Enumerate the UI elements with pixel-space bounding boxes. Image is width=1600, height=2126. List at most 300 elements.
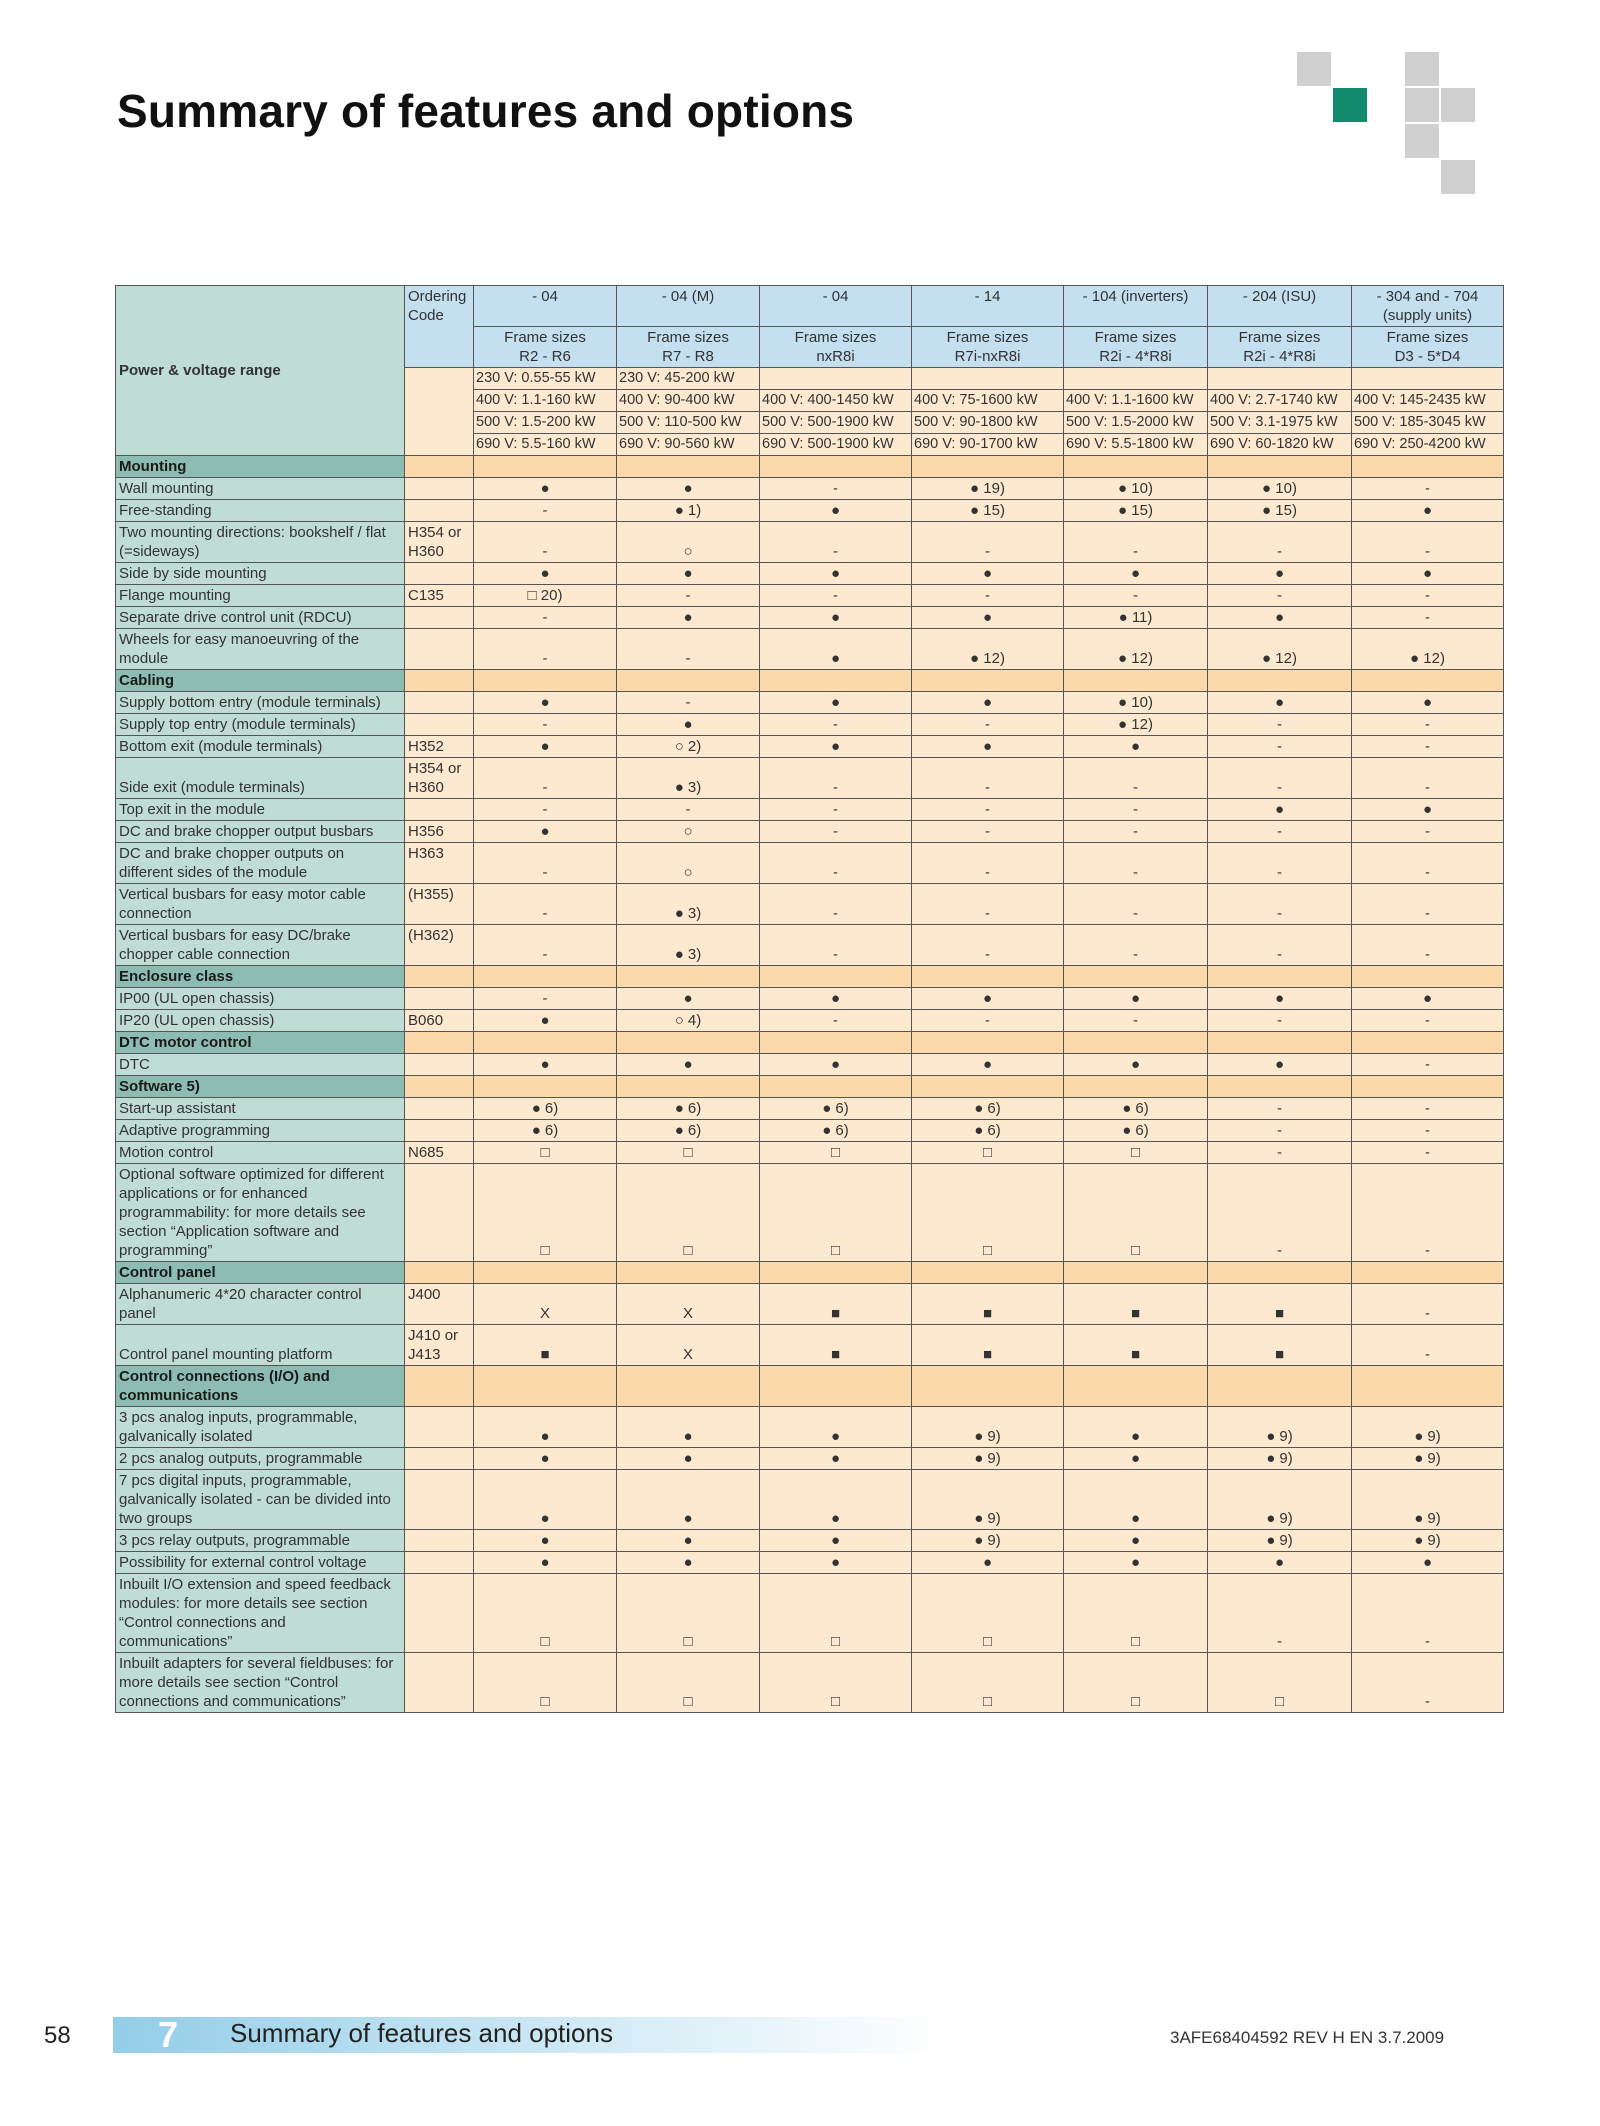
header-row-variants <box>116 286 1504 327</box>
ordering-code: C135 <box>405 585 474 607</box>
feature-value: □ <box>760 1574 912 1653</box>
feature-value: ● <box>1352 500 1504 522</box>
feature-label: Alphanumeric 4*20 character control panel <box>116 1284 405 1325</box>
feature-value: ○ <box>617 522 760 563</box>
feature-label: IP00 (UL open chassis) <box>116 988 405 1010</box>
feature-value: - <box>1208 821 1352 843</box>
power-range-cell: 690 V: 250-4200 kW <box>1352 434 1504 456</box>
feature-value: - <box>912 884 1064 925</box>
feature-value: ● <box>474 1407 617 1448</box>
feature-value: ● 9) <box>1352 1407 1504 1448</box>
feature-value: ● <box>912 563 1064 585</box>
feature-row <box>116 607 1504 629</box>
feature-row <box>116 478 1504 500</box>
feature-value: - <box>760 478 912 500</box>
feature-value: ● 12) <box>912 629 1064 670</box>
category-value-blank <box>617 1262 760 1284</box>
category-code-blank <box>405 670 474 692</box>
feature-value: ● <box>1352 799 1504 821</box>
category-value-blank <box>912 1032 1064 1054</box>
power-range-cell: 230 V: 0.55-55 kW <box>474 368 617 390</box>
feature-row <box>116 1010 1504 1032</box>
ordering-code <box>405 1653 474 1713</box>
feature-value: - <box>1064 884 1208 925</box>
frame-sizes-cell <box>617 327 760 368</box>
feature-value: ● <box>474 563 617 585</box>
feature-value: ■ <box>760 1325 912 1366</box>
ordering-code <box>405 988 474 1010</box>
feature-value: - <box>474 988 617 1010</box>
category-value-blank <box>912 670 1064 692</box>
feature-value: ● 10) <box>1208 478 1352 500</box>
category-value-blank <box>1064 1366 1208 1407</box>
feature-value: ● <box>1064 988 1208 1010</box>
category-value-blank <box>1208 1262 1352 1284</box>
ordering-code <box>405 1530 474 1552</box>
feature-value: ● <box>617 1530 760 1552</box>
ordering-code <box>405 1574 474 1653</box>
feature-value: ● 9) <box>1208 1407 1352 1448</box>
feature-value: ● <box>760 607 912 629</box>
feature-value: - <box>1064 843 1208 884</box>
feature-value: ● <box>1064 1552 1208 1574</box>
feature-label: Free-standing <box>116 500 405 522</box>
frame-sizes-label: Frame sizes <box>1238 329 1321 346</box>
feature-value: ● <box>760 563 912 585</box>
features-table <box>115 285 1504 1713</box>
feature-value: ● 9) <box>912 1448 1064 1470</box>
feature-value: - <box>474 522 617 563</box>
feature-value: - <box>760 714 912 736</box>
feature-value: ● <box>617 1470 760 1530</box>
feature-row <box>116 500 1504 522</box>
feature-row <box>116 988 1504 1010</box>
feature-value: ● <box>1064 1054 1208 1076</box>
category-value-blank <box>1064 456 1208 478</box>
ordering-code <box>405 478 474 500</box>
feature-value: ● 6) <box>1064 1120 1208 1142</box>
category-row <box>116 966 1504 988</box>
feature-label: Vertical busbars for easy DC/brake chopper cable connection <box>116 925 405 966</box>
feature-row <box>116 563 1504 585</box>
feature-value: - <box>1208 884 1352 925</box>
power-range-cell: 400 V: 400-1450 kW <box>760 390 912 412</box>
ordering-code <box>405 629 474 670</box>
feature-label: Flange mounting <box>116 585 405 607</box>
ordering-code <box>405 1552 474 1574</box>
feature-value: ● <box>912 692 1064 714</box>
category-value-blank <box>1352 1076 1504 1098</box>
feature-value: - <box>1352 736 1504 758</box>
feature-value: - <box>1064 1010 1208 1032</box>
category-value-blank <box>760 966 912 988</box>
category-label: DTC motor control <box>116 1032 405 1054</box>
feature-value: - <box>1208 736 1352 758</box>
feature-value: ● 9) <box>1208 1530 1352 1552</box>
feature-row <box>116 629 1504 670</box>
category-value-blank <box>1208 966 1352 988</box>
feature-row <box>116 1530 1504 1552</box>
category-code-blank <box>405 1032 474 1054</box>
feature-value: □ <box>1064 1164 1208 1262</box>
category-value-blank <box>1352 1032 1504 1054</box>
feature-label: Side exit (module terminals) <box>116 758 405 799</box>
feature-value: ● <box>474 1470 617 1530</box>
feature-value: ● <box>617 1407 760 1448</box>
feature-value: □ <box>1064 1142 1208 1164</box>
ordering-code <box>405 1098 474 1120</box>
feature-row <box>116 692 1504 714</box>
feature-value: ● 19) <box>912 478 1064 500</box>
feature-value: □ <box>617 1164 760 1262</box>
feature-row <box>116 758 1504 799</box>
feature-value: □ <box>760 1164 912 1262</box>
category-value-blank <box>1352 670 1504 692</box>
category-value-blank <box>760 1076 912 1098</box>
ordering-code: H352 <box>405 736 474 758</box>
feature-value: ■ <box>1064 1325 1208 1366</box>
frame-sizes-cell <box>760 327 912 368</box>
feature-value: □ <box>1208 1653 1352 1713</box>
feature-label: Separate drive control unit (RDCU) <box>116 607 405 629</box>
category-value-blank <box>760 1366 912 1407</box>
feature-value: ● 9) <box>1208 1470 1352 1530</box>
category-value-blank <box>1208 1032 1352 1054</box>
category-value-blank <box>1064 1262 1208 1284</box>
power-range-cell: 500 V: 1.5-200 kW <box>474 412 617 434</box>
feature-value: - <box>1352 1284 1504 1325</box>
feature-value: - <box>760 884 912 925</box>
feature-value: - <box>760 799 912 821</box>
feature-value: ● 10) <box>1064 478 1208 500</box>
category-row <box>116 1366 1504 1407</box>
ordering-code <box>405 1054 474 1076</box>
feature-value: ● 12) <box>1208 629 1352 670</box>
power-range-cell: 400 V: 1.1-1600 kW <box>1064 390 1208 412</box>
power-range-cell <box>760 368 912 390</box>
feature-value: ● 9) <box>1352 1470 1504 1530</box>
feature-value: ● 12) <box>1352 629 1504 670</box>
frame-sizes-label: Frame sizes <box>504 329 586 346</box>
feature-value: ● <box>912 736 1064 758</box>
power-range-cell: 500 V: 500-1900 kW <box>760 412 912 434</box>
feature-value: - <box>1352 585 1504 607</box>
power-range-cell: 500 V: 1.5-2000 kW <box>1064 412 1208 434</box>
category-row <box>116 1076 1504 1098</box>
category-value-blank <box>1352 456 1504 478</box>
feature-label: DC and brake chopper output busbars <box>116 821 405 843</box>
feature-value: - <box>1208 1574 1352 1653</box>
feature-value: □ 20) <box>474 585 617 607</box>
category-row <box>116 1262 1504 1284</box>
feature-value: ● <box>474 478 617 500</box>
feature-value: ■ <box>912 1284 1064 1325</box>
feature-value: ● <box>912 1054 1064 1076</box>
feature-value: ● 6) <box>760 1098 912 1120</box>
power-range-cell: 690 V: 90-560 kW <box>617 434 760 456</box>
category-value-blank <box>474 670 617 692</box>
frame-sizes-label: Frame sizes <box>794 329 877 346</box>
power-range-cell: 690 V: 5.5-1800 kW <box>1064 434 1208 456</box>
feature-value: - <box>912 799 1064 821</box>
category-value-blank <box>617 1076 760 1098</box>
category-value-blank <box>1208 670 1352 692</box>
feature-label: Motion control <box>116 1142 405 1164</box>
footer-chapter-title: Summary of features and options <box>230 2018 613 2048</box>
feature-value: X <box>617 1325 760 1366</box>
feature-value: - <box>474 925 617 966</box>
feature-value: ● 9) <box>1352 1530 1504 1552</box>
category-value-blank <box>912 1076 1064 1098</box>
feature-value: □ <box>1064 1653 1208 1713</box>
feature-value: ● <box>617 607 760 629</box>
category-value-blank <box>1064 670 1208 692</box>
category-value-blank <box>1064 966 1208 988</box>
feature-value: ○ 2) <box>617 736 760 758</box>
feature-value: □ <box>474 1653 617 1713</box>
feature-value: - <box>1208 1120 1352 1142</box>
feature-value: ● <box>1064 1407 1208 1448</box>
feature-label: 2 pcs analog outputs, programmable <box>116 1448 405 1470</box>
feature-value: - <box>1352 925 1504 966</box>
feature-row <box>116 1142 1504 1164</box>
category-value-blank <box>474 966 617 988</box>
feature-row <box>116 1120 1504 1142</box>
feature-value: - <box>1064 925 1208 966</box>
category-value-blank <box>1352 1262 1504 1284</box>
feature-value: - <box>617 585 760 607</box>
power-range-cell: 400 V: 1.1-160 kW <box>474 390 617 412</box>
feature-label: 3 pcs analog inputs, programmable, galvanically isolated <box>116 1407 405 1448</box>
frame-sizes-value: D3 - 5*D4 <box>1394 348 1461 365</box>
feature-value: □ <box>617 1653 760 1713</box>
page-number: 58 <box>44 2022 71 2049</box>
frame-sizes-label: Frame sizes <box>1094 329 1177 346</box>
feature-value: ■ <box>474 1325 617 1366</box>
feature-label: Wall mounting <box>116 478 405 500</box>
feature-value: - <box>1352 1142 1504 1164</box>
frame-sizes-label: Frame sizes <box>647 329 729 346</box>
feature-value: ● 6) <box>912 1120 1064 1142</box>
brand-squares-logo <box>0 0 1600 220</box>
category-value-blank <box>1352 1366 1504 1407</box>
feature-value: - <box>912 843 1064 884</box>
feature-value: - <box>1352 884 1504 925</box>
power-range-cell <box>1208 368 1352 390</box>
feature-value: ● 6) <box>617 1120 760 1142</box>
category-value-blank <box>474 1262 617 1284</box>
feature-value: - <box>1352 1325 1504 1366</box>
feature-row <box>116 1470 1504 1530</box>
power-range-cell <box>1352 368 1504 390</box>
category-code-blank <box>405 966 474 988</box>
feature-value: - <box>1352 1574 1504 1653</box>
feature-value: - <box>760 925 912 966</box>
feature-value: - <box>1064 758 1208 799</box>
feature-value: ● <box>760 629 912 670</box>
feature-label: Wheels for easy manoeuvring of the module <box>116 629 405 670</box>
feature-value: - <box>474 714 617 736</box>
page-title: Summary of features and options <box>117 85 855 137</box>
feature-value: - <box>617 629 760 670</box>
category-value-blank <box>474 1076 617 1098</box>
feature-value: □ <box>617 1574 760 1653</box>
feature-row <box>116 1098 1504 1120</box>
feature-value: ● <box>474 692 617 714</box>
ordering-code: J410 or J413 <box>405 1325 474 1366</box>
feature-value: ● <box>1352 563 1504 585</box>
feature-value: - <box>1352 1120 1504 1142</box>
category-label: Mounting <box>116 456 405 478</box>
feature-row <box>116 1552 1504 1574</box>
feature-label: DC and brake chopper outputs on different sides of the module <box>116 843 405 884</box>
feature-value: - <box>1064 821 1208 843</box>
category-value-blank <box>474 456 617 478</box>
category-value-blank <box>760 670 912 692</box>
feature-value: ● <box>760 1448 912 1470</box>
feature-value: ● <box>474 1552 617 1574</box>
feature-value: ● <box>760 1470 912 1530</box>
frame-sizes-cell <box>474 327 617 368</box>
feature-value: - <box>474 500 617 522</box>
feature-value: ● 3) <box>617 758 760 799</box>
category-row <box>116 456 1504 478</box>
ordering-code: H354 or H360 <box>405 758 474 799</box>
feature-value: ● <box>760 1054 912 1076</box>
category-value-blank <box>1208 456 1352 478</box>
feature-value: □ <box>474 1164 617 1262</box>
category-value-blank <box>760 456 912 478</box>
category-value-blank <box>474 1366 617 1407</box>
feature-value: ● 15) <box>1064 500 1208 522</box>
feature-value: ● <box>1208 1054 1352 1076</box>
feature-row <box>116 522 1504 563</box>
category-value-blank <box>1064 1032 1208 1054</box>
category-value-blank <box>912 1366 1064 1407</box>
feature-value: □ <box>617 1142 760 1164</box>
category-value-blank <box>760 1262 912 1284</box>
feature-value: ● <box>617 714 760 736</box>
feature-row <box>116 1653 1504 1713</box>
feature-row <box>116 799 1504 821</box>
feature-value: ● 12) <box>1064 714 1208 736</box>
feature-value: - <box>1352 1054 1504 1076</box>
feature-value: - <box>1352 607 1504 629</box>
feature-value: - <box>1208 714 1352 736</box>
variant-name: - 14 <box>912 286 1064 327</box>
power-range-cell: 400 V: 145-2435 kW <box>1352 390 1504 412</box>
feature-row <box>116 714 1504 736</box>
feature-value: ● <box>1208 607 1352 629</box>
feature-value: ● 15) <box>1208 500 1352 522</box>
feature-value: ● <box>474 821 617 843</box>
feature-row <box>116 1054 1504 1076</box>
power-voltage-header: Power & voltage range <box>116 286 405 456</box>
feature-value: - <box>1064 799 1208 821</box>
ordering-code: N685 <box>405 1142 474 1164</box>
feature-value: □ <box>474 1142 617 1164</box>
feature-value: - <box>617 799 760 821</box>
frame-sizes-value: R2i - 4*R8i <box>1099 348 1172 365</box>
power-range-cell: 230 V: 45-200 kW <box>617 368 760 390</box>
feature-value: - <box>1208 925 1352 966</box>
power-range-cell: 400 V: 75-1600 kW <box>912 390 1064 412</box>
ordering-code: H354 or H360 <box>405 522 474 563</box>
feature-value: ● <box>760 1552 912 1574</box>
feature-value: ● <box>912 1552 1064 1574</box>
feature-value: ■ <box>1064 1284 1208 1325</box>
variant-name: - 304 and - 704 (supply units) <box>1352 286 1504 327</box>
feature-label: IP20 (UL open chassis) <box>116 1010 405 1032</box>
feature-value: X <box>474 1284 617 1325</box>
ordering-code-header: Ordering Code <box>405 286 474 368</box>
feature-value: ● <box>912 988 1064 1010</box>
frame-sizes-value: R2i - 4*R8i <box>1243 348 1316 365</box>
chapter-number: 7 <box>158 2014 179 2055</box>
frame-sizes-cell <box>1064 327 1208 368</box>
variant-name: - 204 (ISU) <box>1208 286 1352 327</box>
category-value-blank <box>1064 1076 1208 1098</box>
feature-label: Possibility for external control voltage <box>116 1552 405 1574</box>
feature-label: DTC <box>116 1054 405 1076</box>
feature-value: ● 3) <box>617 884 760 925</box>
feature-value: - <box>912 821 1064 843</box>
frame-sizes-value: R2 - R6 <box>519 348 571 365</box>
feature-label: Bottom exit (module terminals) <box>116 736 405 758</box>
power-range-cell: 690 V: 500-1900 kW <box>760 434 912 456</box>
feature-value: ■ <box>1208 1325 1352 1366</box>
category-value-blank <box>617 1366 760 1407</box>
feature-value: - <box>1352 1010 1504 1032</box>
feature-value: ● <box>1352 988 1504 1010</box>
feature-row <box>116 736 1504 758</box>
feature-row <box>116 1407 1504 1448</box>
feature-row <box>116 925 1504 966</box>
feature-value: ● <box>1208 799 1352 821</box>
category-value-blank <box>912 456 1064 478</box>
feature-value: ● <box>1208 988 1352 1010</box>
feature-value: ● 3) <box>617 925 760 966</box>
feature-value: □ <box>912 1142 1064 1164</box>
feature-value: ● <box>1208 1552 1352 1574</box>
feature-label: Supply bottom entry (module terminals) <box>116 692 405 714</box>
category-label: Software 5) <box>116 1076 405 1098</box>
feature-value: - <box>1352 758 1504 799</box>
power-range-cell: 400 V: 2.7-1740 kW <box>1208 390 1352 412</box>
feature-value: ● <box>617 563 760 585</box>
feature-value: - <box>1064 585 1208 607</box>
feature-value: - <box>1208 1010 1352 1032</box>
category-value-blank <box>617 670 760 692</box>
feature-value: ● <box>474 1448 617 1470</box>
feature-value: ● <box>760 692 912 714</box>
feature-value: □ <box>760 1653 912 1713</box>
feature-value: ● <box>617 478 760 500</box>
feature-value: - <box>474 758 617 799</box>
feature-value: ● <box>1064 1470 1208 1530</box>
feature-value: X <box>617 1284 760 1325</box>
feature-value: ● 1) <box>617 500 760 522</box>
category-label: Control connections (I/O) and communications <box>116 1366 405 1407</box>
ordering-code: (H362) <box>405 925 474 966</box>
ordering-code: H363 <box>405 843 474 884</box>
feature-row <box>116 1325 1504 1366</box>
ordering-code <box>405 692 474 714</box>
feature-value: ■ <box>912 1325 1064 1366</box>
feature-value: ■ <box>1208 1284 1352 1325</box>
feature-label: Side by side mounting <box>116 563 405 585</box>
feature-value: ○ <box>617 821 760 843</box>
